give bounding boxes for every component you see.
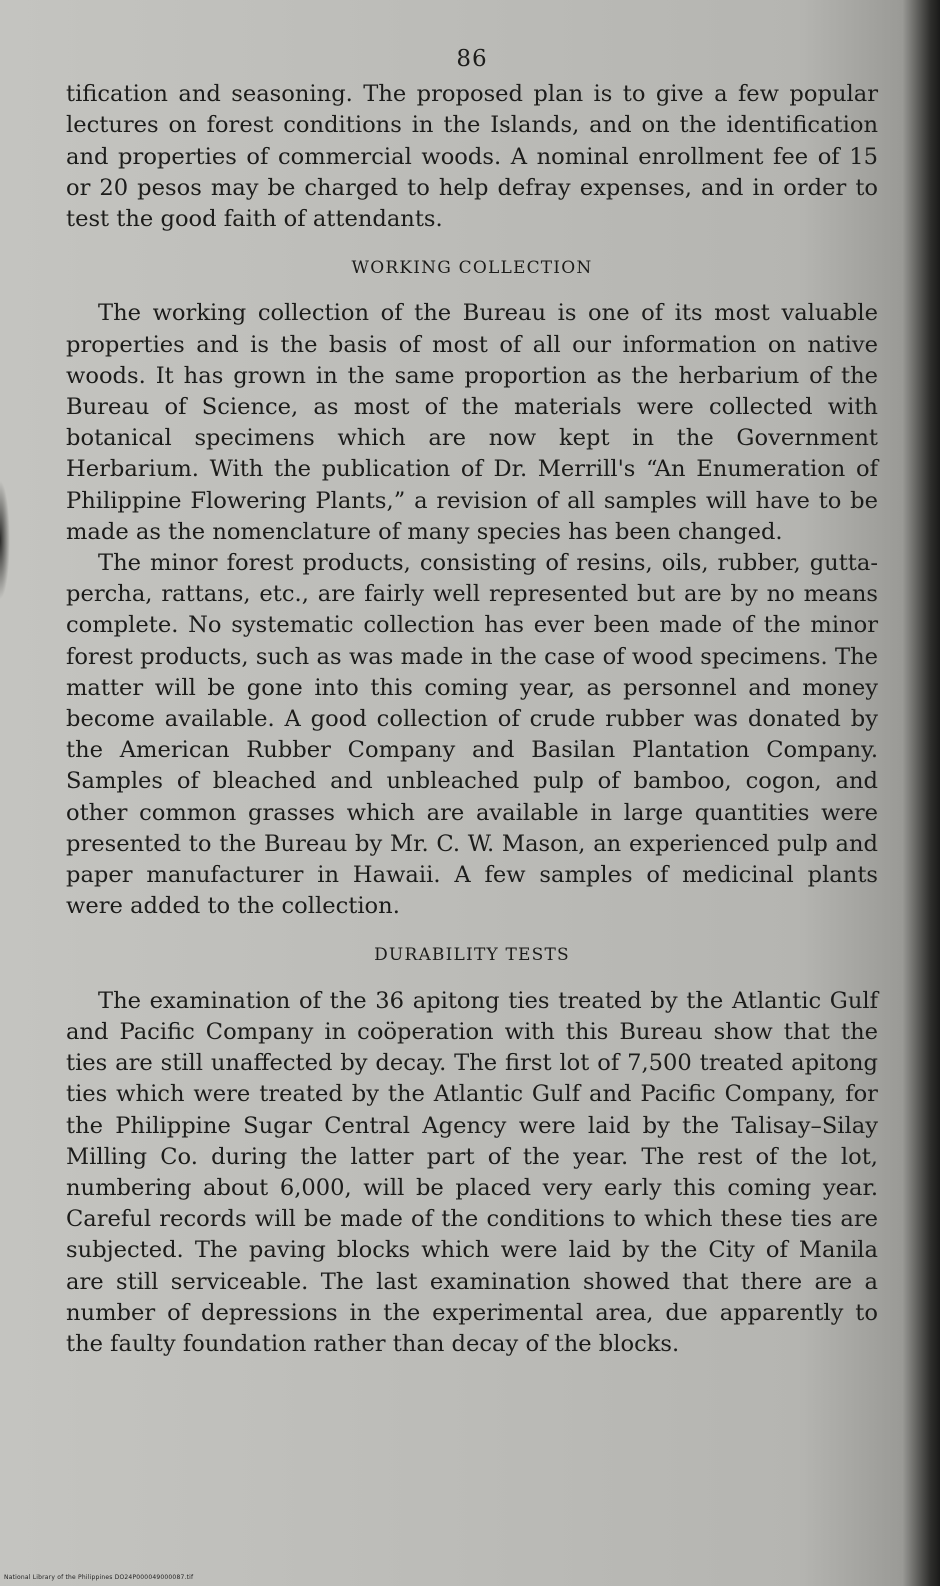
scan-footer: National Library of the Philippines DO24P000049000087.tif xyxy=(4,1574,194,1581)
binding-shadow xyxy=(0,480,10,600)
page-content xyxy=(66,44,878,1360)
page-number: 86 xyxy=(456,46,488,72)
working-collection-paragraph-1: The working collection of the Bureau is one of its most valuable properties and is the basis of most of all our information on native woods. It has grown in the same proportion as the herbarium of the Bureau of Science, as most of the materials were collected with botanical specimens which are now kept in the Government Herbarium. With the publication of Dr. Merrill's “An Enumeration of Philippine Flowering Plants,” a revision of all samples will have to be made as the nomenclature of many species has been changed. xyxy=(66,300,878,545)
durability-tests-paragraph-1: The examination of the 36 apitong ties treated by the Atlantic Gulf and Pacific Company in coöperation with this Bureau show that the ties are still unaffected by decay. The first lot of 7,500 treated apitong ties which were treated by the Atlantic Gulf and Pacific Company, for the Philippine Sugar Central Agency were laid by the Talisay–Silay Milling Co. during the latter part of the year. The rest of the lot, numbering about 6,000, will be placed very early this coming year. Careful records will be made of the conditions to which these ties are subjected. The paving blocks which were laid by the City of Manila are still serviceable. The last examination showed that there are a number of depressions in the experimental area, due apparently to the faulty foundation rather than decay of the blocks. xyxy=(66,987,878,1357)
section-heading-durability-tests: DURABILITY TESTS xyxy=(374,945,570,966)
section-heading-working-collection: WORKING COLLECTION xyxy=(351,258,593,279)
intro-paragraph: tification and seasoning. The proposed plan is to give a few popular lectures on forest conditions in the Islands, and on the identification and properties of commercial woods. A nominal enrollment fee of 15 or 20 pesos may be charged to help defray expenses, and in order to test the good faith of attendants. xyxy=(66,81,878,233)
working-collection-paragraph-2: The minor forest products, consisting of resins, oils, rubber, gutta-percha, rattans, etc., are fairly well represented but are by no means complete. No systematic collection has ever been made of the minor forest products, such as was made in the case of wood specimens. The matter will be gone into this coming year, as personnel and money become available. A good collection of crude rubber was donated by the American Rubber Company and Basilan Plantation Company. Samples of bleached and unbleached pulp of bamboo, cogon, and other common grasses which are available in large quantities were presented to the Bureau by Mr. C. W. Mason, an experienced pulp and paper manufacturer in Hawaii. A few samples of medicinal plants were added to the collection. xyxy=(66,550,878,920)
